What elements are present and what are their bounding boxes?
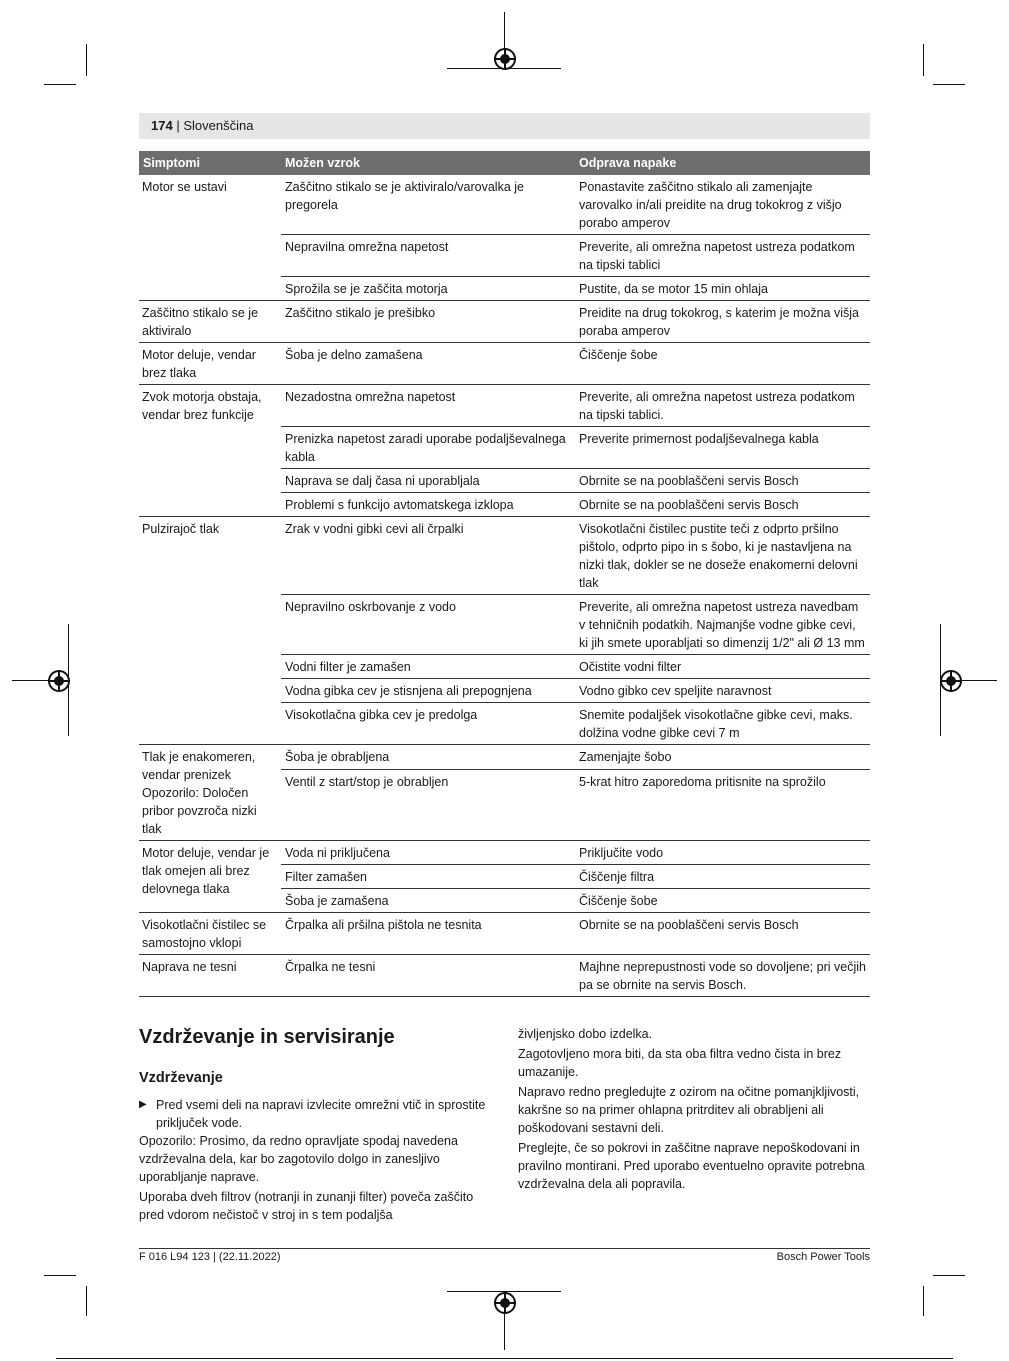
fix-cell: Priključite vodo bbox=[575, 841, 870, 865]
maintenance-left-column bbox=[139, 1024, 491, 1226]
paragraph: Zagotovljeno mora biti, da sta oba filtra vedno čista in brez umazanije. bbox=[518, 1047, 842, 1079]
symptom-cell: Zvok motorja obstaja, vendar brez funkcije bbox=[139, 385, 281, 517]
symptom-cell: Zaščitno stikalo se je aktiviralo bbox=[139, 301, 281, 343]
fix-cell: Pustite, da se motor 15 min ohlaja bbox=[575, 277, 870, 301]
cause-cell: Sprožila se je zaščita motorja bbox=[281, 277, 575, 301]
symptom-cell: Tlak je enakomeren, vendar prenizek Opozorilo: Določen pribor povzroča nizki tlak bbox=[139, 745, 281, 841]
crop-mark bbox=[933, 84, 965, 85]
table-row bbox=[139, 343, 870, 385]
fix-cell: Vodno gibko cev speljite naravnost bbox=[575, 679, 870, 703]
cause-cell: Visokotlačna gibka cev je predolga bbox=[281, 703, 575, 745]
cause-cell: Voda ni priključena bbox=[281, 841, 575, 865]
fix-cell: Preverite primernost podaljševalnega kabla bbox=[575, 427, 870, 469]
fix-cell: Preverite, ali omrežna napetost ustreza podatkom na tipski tablici. bbox=[575, 385, 870, 427]
fix-cell: Obrnite se na pooblaščeni servis Bosch bbox=[575, 913, 870, 955]
symptom-cell: Visokotlačni čistilec se samostojno vklopi bbox=[139, 913, 281, 955]
table-row bbox=[139, 745, 870, 770]
fix-cell: Snemite podaljšek visokotlačne gibke cevi, maks. dolžina vodne gibke cevi 7 m bbox=[575, 703, 870, 745]
crop-mark bbox=[86, 1286, 87, 1316]
fix-cell: Preidite na drug tokokrog, s katerim je možna višja poraba amperov bbox=[575, 301, 870, 343]
paragraph: Preglejte, če so pokrovi in zaščitne naprave nepoškodovani in pravilno montirani. Pred uporabo eventuelno opravite potrebna vzdrževalna dela ali popravila. bbox=[518, 1141, 865, 1191]
registration-mark-icon bbox=[494, 1292, 516, 1314]
crop-mark bbox=[44, 1275, 76, 1276]
cause-cell: Črpalka ali pršilna pištola ne tesnita bbox=[281, 913, 575, 955]
subsection-title: Vzdrževanje bbox=[139, 1070, 223, 1086]
crop-mark bbox=[504, 1312, 505, 1350]
footer-doc-id: F 016 L94 123 | (22.11.2022) bbox=[139, 1251, 281, 1263]
cause-cell: Naprava se dalj časa ni uporabljala bbox=[281, 469, 575, 493]
fix-cell: Obrnite se na pooblaščeni servis Bosch bbox=[575, 469, 870, 493]
header-language: Slovenščina bbox=[183, 118, 254, 133]
table-row bbox=[139, 301, 870, 343]
bullet-triangle-icon: ▶ bbox=[139, 1099, 147, 1110]
symptom-cell: Motor deluje, vendar brez tlaka bbox=[139, 343, 281, 385]
fix-cell: Majhne neprepustnosti vode so dovoljene; pri večjih pa se obrnite na servis Bosch. bbox=[575, 955, 870, 997]
table-row bbox=[139, 955, 870, 997]
paragraph: Napravo redno pregledujte z ozirom na očitne pomanjkljivosti, kakršne so na primer ohlapna pritrditev ali obrabljeni ali poškodovani sestavni deli. bbox=[518, 1085, 860, 1135]
crop-mark bbox=[86, 44, 87, 76]
paragraph: Uporaba dveh filtrov (notranji in zunanji filter) poveča zaščito pred vdorom nečistoč v stroj in s tem podaljša bbox=[139, 1190, 474, 1222]
bullet-text: Pred vsemi deli na napravi izvlecite omrežni vtič in sprostite priključek vode. bbox=[156, 1098, 486, 1130]
cause-cell: Šoba je zamašena bbox=[281, 889, 575, 913]
symptom-cell: Motor deluje, vendar je tlak omejen ali brez delovnega tlaka bbox=[139, 841, 281, 913]
cause-cell: Nepravilno oskrbovanje z vodo bbox=[281, 595, 575, 655]
troubleshooting-table bbox=[139, 151, 870, 997]
fix-cell: Čiščenje šobe bbox=[575, 889, 870, 913]
paragraph: življenjsko dobo izdelka. bbox=[518, 1027, 653, 1041]
column-header: Odprava napake bbox=[575, 151, 870, 175]
page-header bbox=[139, 113, 870, 139]
table-row bbox=[139, 517, 870, 595]
registration-mark-icon bbox=[494, 48, 516, 70]
fix-cell: 5-krat hitro zaporedoma pritisnite na sprožilo bbox=[575, 770, 870, 841]
table-row bbox=[139, 385, 870, 427]
registration-mark-icon bbox=[48, 670, 70, 692]
column-header: Simptomi bbox=[139, 151, 281, 175]
symptom-cell: Pulzirajoč tlak bbox=[139, 517, 281, 745]
symptom-cell: Motor se ustavi bbox=[139, 175, 281, 301]
header-separator: | bbox=[176, 118, 180, 133]
table-row bbox=[139, 913, 870, 955]
fix-cell: Visokotlačni čistilec pustite teči z odprto pršilno pištolo, odprto pipo in s šobo, ki je nastavljena na nizki tlak, dokler se ne doseže enakomerni delovni tlak bbox=[575, 517, 870, 595]
crop-mark bbox=[923, 44, 924, 76]
fix-cell: Očistite vodni filter bbox=[575, 655, 870, 679]
table-row bbox=[139, 175, 870, 235]
crop-mark bbox=[961, 680, 997, 681]
fix-cell: Preverite, ali omrežna napetost ustreza navedbam v tehničnih podatkih. Najmanjše vodne gibke cevi, ki jih smete uporabljati so dimenzij 1/2" ali Ø 13 mm bbox=[575, 595, 870, 655]
fix-cell: Čiščenje šobe bbox=[575, 343, 870, 385]
cause-cell: Zrak v vodni gibki cevi ali črpalki bbox=[281, 517, 575, 595]
cause-cell: Zaščitno stikalo se je aktiviralo/varovalka je pregorela bbox=[281, 175, 575, 235]
table-row bbox=[139, 841, 870, 865]
warning-bullet bbox=[139, 1096, 491, 1132]
cause-cell: Vodni filter je zamašen bbox=[281, 655, 575, 679]
column-header: Možen vzrok bbox=[281, 151, 575, 175]
paragraph: Opozorilo: Prosimo, da redno opravljate spodaj navedena vzdrževalna dela, kar bo zagotovilo dolgo in zanesljivo uporabljanje naprave. bbox=[139, 1134, 458, 1184]
fix-cell: Preverite, ali omrežna napetost ustreza podatkom na tipski tablici bbox=[575, 235, 870, 277]
crop-mark bbox=[504, 12, 505, 50]
symptom-cell: Naprava ne tesni bbox=[139, 955, 281, 997]
crop-mark bbox=[44, 84, 76, 85]
cause-cell: Zaščitno stikalo je prešibko bbox=[281, 301, 575, 343]
cause-cell: Nezadostna omrežna napetost bbox=[281, 385, 575, 427]
cause-cell: Filter zamašen bbox=[281, 865, 575, 889]
fix-cell: Čiščenje filtra bbox=[575, 865, 870, 889]
cause-cell: Nepravilna omrežna napetost bbox=[281, 235, 575, 277]
cause-cell: Šoba je delno zamašena bbox=[281, 343, 575, 385]
footer-brand: Bosch Power Tools bbox=[776, 1251, 870, 1263]
cause-cell: Ventil z start/stop je obrabljen bbox=[281, 770, 575, 841]
cause-cell: Vodna gibka cev je stisnjena ali prepognjena bbox=[281, 679, 575, 703]
fix-cell: Zamenjajte šobo bbox=[575, 745, 870, 770]
cause-cell: Črpalka ne tesni bbox=[281, 955, 575, 997]
maintenance-right-column bbox=[518, 1025, 870, 1195]
cause-cell: Problemi s funkcijo avtomatskega izklopa bbox=[281, 493, 575, 517]
registration-mark-icon bbox=[940, 670, 962, 692]
table-header-row bbox=[139, 151, 870, 175]
cause-cell: Prenizka napetost zaradi uporabe podaljševalnega kabla bbox=[281, 427, 575, 469]
crop-mark bbox=[923, 1286, 924, 1316]
fix-cell: Obrnite se na pooblaščeni servis Bosch bbox=[575, 493, 870, 517]
crop-mark bbox=[12, 680, 48, 681]
page-number: 174 bbox=[151, 118, 173, 133]
section-title: Vzdrževanje in servisiranje bbox=[139, 1026, 395, 1048]
fix-cell: Ponastavite zaščitno stikalo ali zamenjajte varovalko in/ali preidite na drug tokokrog z višjo porabo amperov bbox=[575, 175, 870, 235]
crop-mark bbox=[933, 1275, 965, 1276]
cause-cell: Šoba je obrabljena bbox=[281, 745, 575, 770]
bottom-rule bbox=[56, 1358, 953, 1359]
